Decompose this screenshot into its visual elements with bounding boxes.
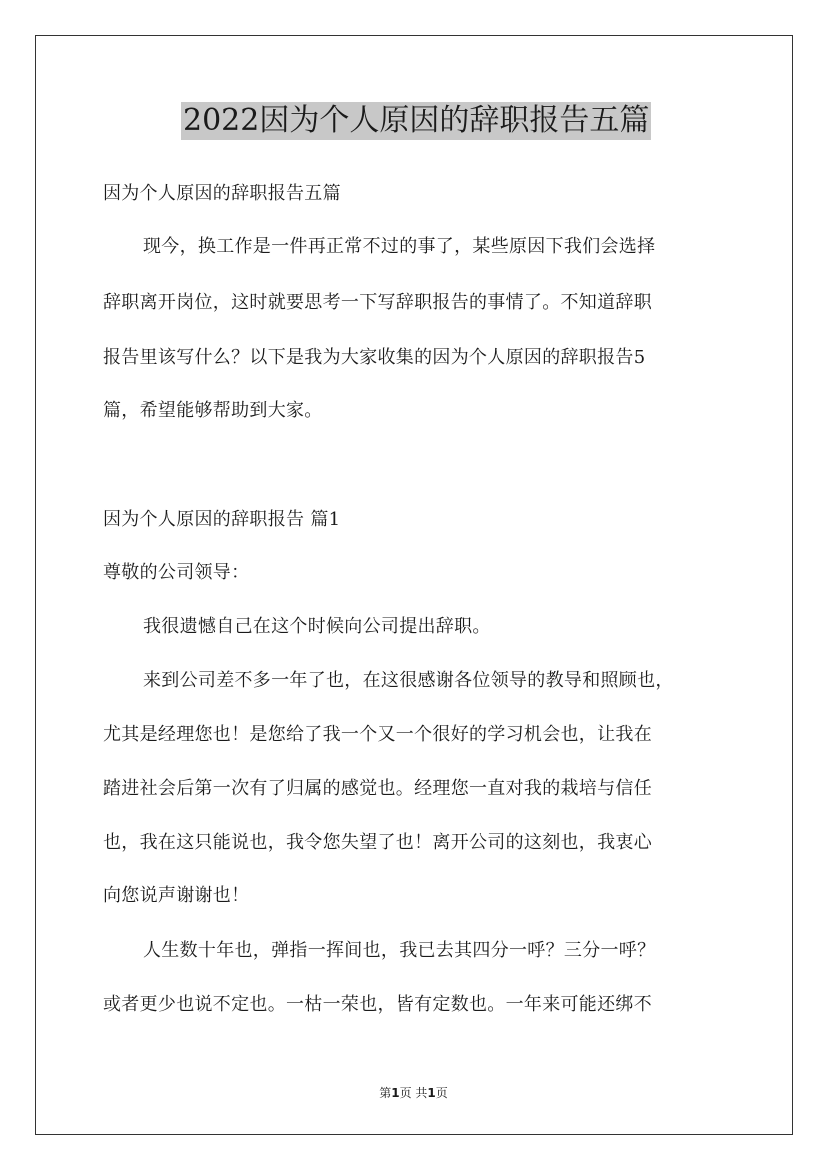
page-suffix: 页 bbox=[435, 1086, 448, 1100]
section-heading: 因为个人原因的辞职报告 篇1 bbox=[103, 509, 341, 530]
document-subtitle: 因为个人原因的辞职报告五篇 bbox=[103, 183, 341, 204]
intro-line-3: 报告里该写什么？以下是我为大家收集的因为个人原因的辞职报告5 bbox=[103, 347, 646, 368]
page-prefix: 第 bbox=[379, 1086, 392, 1100]
document-title: 2022因为个人原因的辞职报告五篇 bbox=[183, 103, 650, 138]
page-total: 1 bbox=[427, 1086, 436, 1100]
intro-line-1: 现今，换工作是一件再正常不过的事了，某些原因下我们会选择 bbox=[143, 236, 656, 257]
page-footer bbox=[0, 1086, 827, 1100]
body-line-8: 或者更少也说不定也。一枯一荣也，皆有定数也。一年来可能还绑不 bbox=[103, 994, 652, 1015]
body-line-2: 来到公司差不多一年了也，在这很感谢各位领导的教导和照顾也， bbox=[143, 670, 674, 691]
body-line-6: 向您说声谢谢也！ bbox=[103, 885, 250, 906]
body-line-4: 踏进社会后第一次有了归属的感觉也。经理您一直对我的栽培与信任 bbox=[103, 778, 652, 799]
body-line-5: 也，我在这只能说也，我令您失望了也！离开公司的这刻也，我衷心 bbox=[103, 832, 652, 853]
page-mid: 页 共 bbox=[399, 1086, 428, 1100]
body-line-3: 尤其是经理您也！是您给了我一个又一个很好的学习机会也，让我在 bbox=[103, 724, 652, 745]
salutation: 尊敬的公司领导： bbox=[103, 562, 250, 583]
body-line-7: 人生数十年也，弹指一挥间也，我已去其四分一呼？三分一呼？ bbox=[143, 940, 656, 961]
intro-line-2: 辞职离开岗位，这时就要思考一下写辞职报告的事情了。不知道辞职 bbox=[103, 292, 652, 313]
body-line-1: 我很遗憾自己在这个时候向公司提出辞职。 bbox=[143, 616, 491, 637]
page-current: 1 bbox=[391, 1086, 400, 1100]
intro-line-4: 篇，希望能够帮助到大家。 bbox=[103, 400, 323, 421]
